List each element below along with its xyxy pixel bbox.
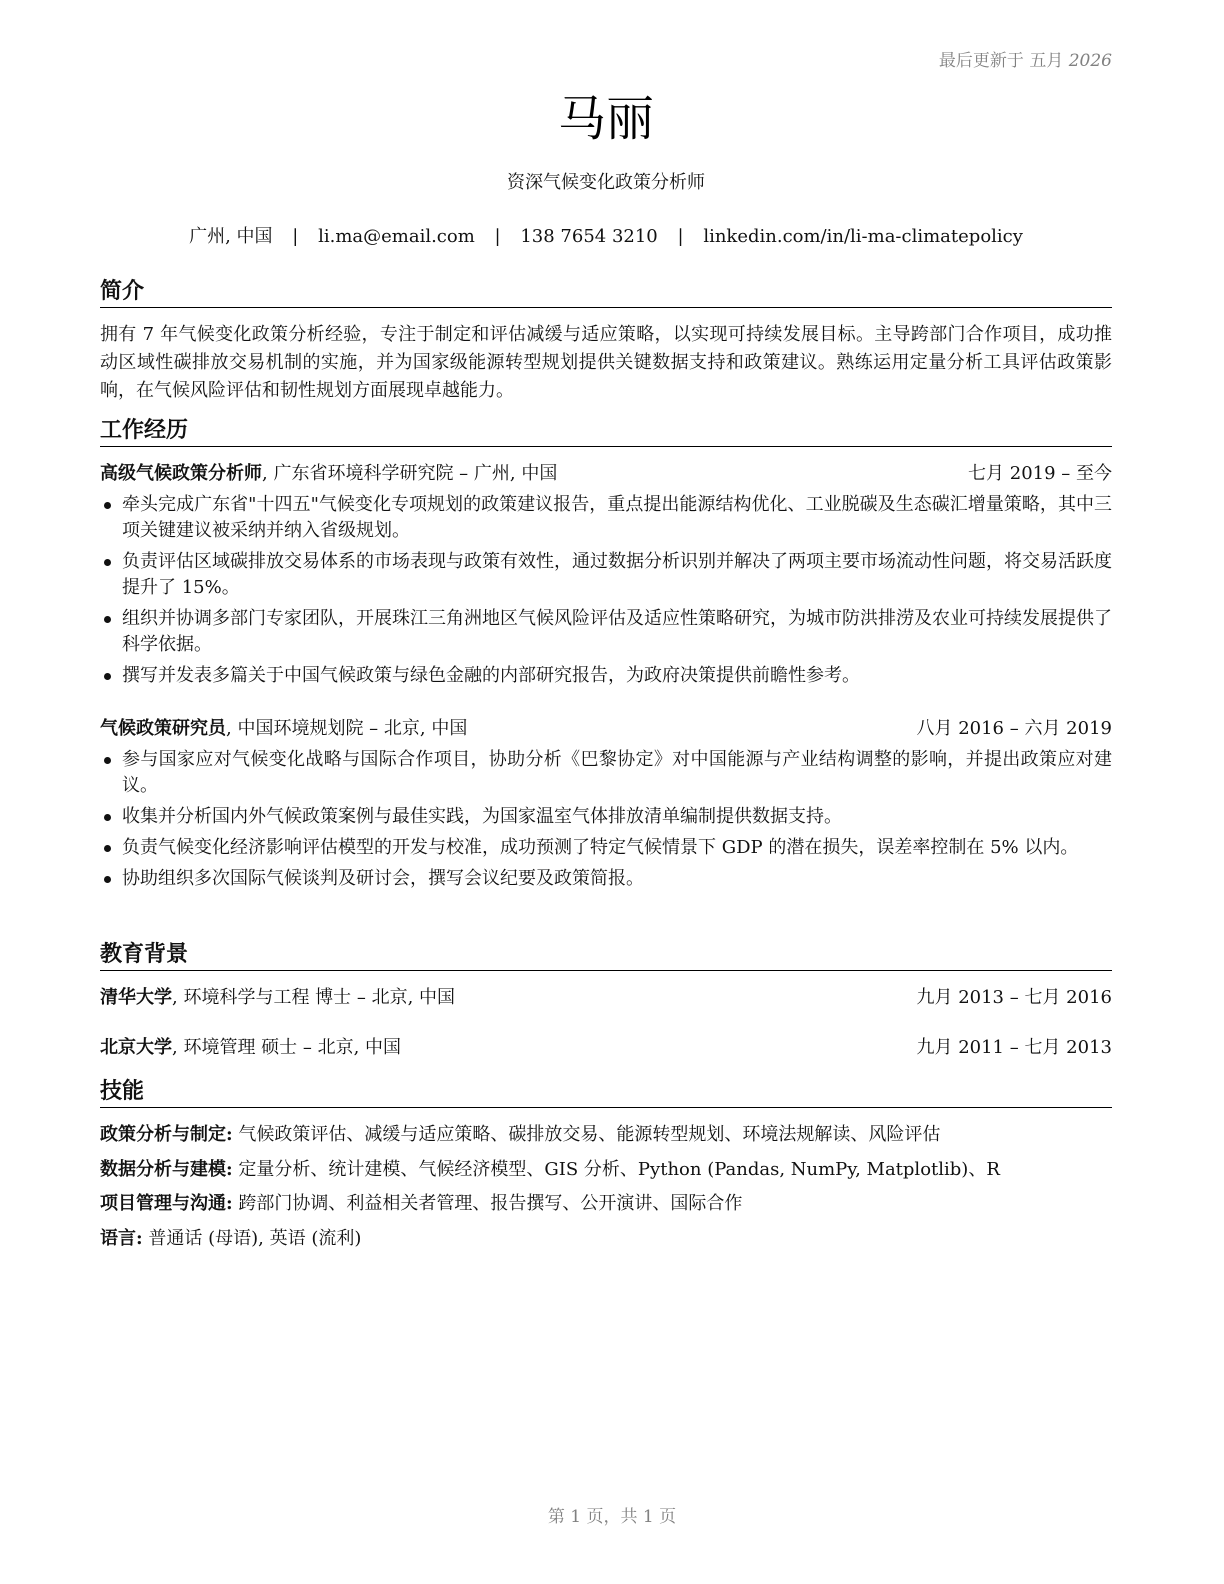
job-bullet: 参与国家应对气候变化战略与国际合作项目，协助分析《巴黎协定》对中国能源与产业结构调整的影响，并提出政策应对建议。 [100, 747, 1112, 799]
skill-value: 气候政策评估、减缓与适应策略、碳排放交易、能源转型规划、环境法规解读、风险评估 [238, 1124, 941, 1145]
contact-location: 广州, 中国 [189, 226, 273, 247]
skill-row [100, 1122, 1112, 1148]
job-bullet: 负责评估区域碳排放交易体系的市场表现与政策有效性，通过数据分析识别并解决了两项主要市场流动性问题，将交易活跃度提升了 15%。 [100, 549, 1112, 601]
skill-value: 定量分析、统计建模、气候经济模型、GIS 分析、Python (Pandas, NumPy, Matplotlib)、R [238, 1159, 1000, 1180]
education-entry: 清华大学, 环境科学与工程 博士 – 北京, 中国 九月 2013 – 七月 2016 [100, 985, 1112, 1011]
contact-separator: | [292, 226, 299, 247]
skill-label: 政策分析与制定: [100, 1124, 233, 1145]
last-updated [939, 46, 1112, 71]
job-org: 中国环境规划院 – 北京, 中国 [237, 718, 468, 739]
skill-label: 项目管理与沟通: [100, 1193, 233, 1214]
contact-separator: | [494, 226, 501, 247]
contact-email[interactable]: li.ma@email.com [318, 226, 475, 247]
job-bullets [100, 492, 1112, 694]
last-updated-year: 2026 [1068, 51, 1112, 71]
page-number: 第 1 页，共 1 页 [547, 1507, 677, 1527]
education-detail: 环境科学与工程 博士 – 北京, 中国 [183, 987, 456, 1008]
contact-linkedin[interactable]: linkedin.com/in/li-ma-climatepolicy [703, 226, 1023, 247]
section-title-summary: 简介 [100, 278, 1112, 308]
candidate-headline: 资深气候变化政策分析师 [507, 172, 705, 193]
contact-line [100, 225, 1112, 249]
job-bullet: 收集并分析国内外气候政策案例与最佳实践，为国家温室气体排放清单编制提供数据支持。 [100, 804, 1112, 830]
education-school: 北京大学 [100, 1037, 172, 1058]
job-dates: 八月 2016 – 六月 2019 [916, 718, 1112, 739]
education-dates: 九月 2011 – 七月 2013 [916, 1037, 1112, 1058]
summary-text: 拥有 7 年气候变化政策分析经验，专注于制定和评估减缓与适应策略，以实现可持续发展目标。主导跨部门合作项目，成功推动区域性碳排放交易机制的实施，并为国家级能源转型规划提供关键数据支持和政策建议。熟练运用定量分析工具评估政策影响，在气候风险评估和韧性规划方面展现卓越能力。 [100, 324, 1112, 401]
job-role: 气候政策研究员 [100, 718, 226, 739]
skill-row [100, 1226, 1112, 1252]
job-header: 高级气候政策分析师, 广东省环境科学研究院 – 广州, 中国 七月 2019 – 至今 [100, 461, 1112, 487]
section-title-experience: 工作经历 [100, 417, 1112, 447]
job-bullet: 协助组织多次国际气候谈判及研讨会，撰写会议纪要及政策简报。 [100, 866, 1112, 892]
job-header: 气候政策研究员, 中国环境规划院 – 北京, 中国 八月 2016 – 六月 2019 [100, 716, 1112, 742]
last-updated-label: 最后更新于 五月 [938, 51, 1064, 71]
skill-row [100, 1191, 1112, 1217]
section-title-education: 教育背景 [100, 941, 1112, 971]
job-dates: 七月 2019 – 至今 [968, 463, 1112, 484]
job-bullets [100, 747, 1112, 897]
job-bullet: 组织并协调多部门专家团队，开展珠江三角洲地区气候风险评估及适应性策略研究，为城市防洪排涝及农业可持续发展提供了科学依据。 [100, 606, 1112, 658]
skill-label: 数据分析与建模: [100, 1159, 233, 1180]
education-dates: 九月 2013 – 七月 2016 [916, 987, 1112, 1008]
job-bullet: 撰写并发表多篇关于中国气候政策与绿色金融的内部研究报告，为政府决策提供前瞻性参考。 [100, 663, 1112, 689]
contact-separator: | [677, 226, 684, 247]
job-org: 广东省环境科学研究院 – 广州, 中国 [273, 463, 558, 484]
contact-phone[interactable]: 138 7654 3210 [520, 226, 658, 247]
education-school: 清华大学 [100, 987, 172, 1008]
job-bullet: 牵头完成广东省"十四五"气候变化专项规划的政策建议报告，重点提出能源结构优化、工业脱碳及生态碳汇增量策略，其中三项关键建议被采纳并纳入省级规划。 [100, 492, 1112, 544]
section-title-skills: 技能 [100, 1078, 1112, 1108]
candidate-name: 马丽 [557, 91, 654, 147]
skill-value: 跨部门协调、利益相关者管理、报告撰写、公开演讲、国际合作 [238, 1193, 743, 1214]
job-bullet: 负责气候变化经济影响评估模型的开发与校准，成功预测了特定气候情景下 GDP 的潜在损失，误差率控制在 5% 以内。 [100, 835, 1112, 861]
skill-label: 语言: [100, 1228, 143, 1249]
education-entry: 北京大学, 环境管理 硕士 – 北京, 中国 九月 2011 – 七月 2013 [100, 1035, 1112, 1061]
skill-value: 普通话 (母语), 英语 (流利) [148, 1228, 362, 1249]
skill-row [100, 1157, 1112, 1183]
education-detail: 环境管理 硕士 – 北京, 中国 [183, 1037, 402, 1058]
job-role: 高级气候政策分析师 [100, 463, 262, 484]
